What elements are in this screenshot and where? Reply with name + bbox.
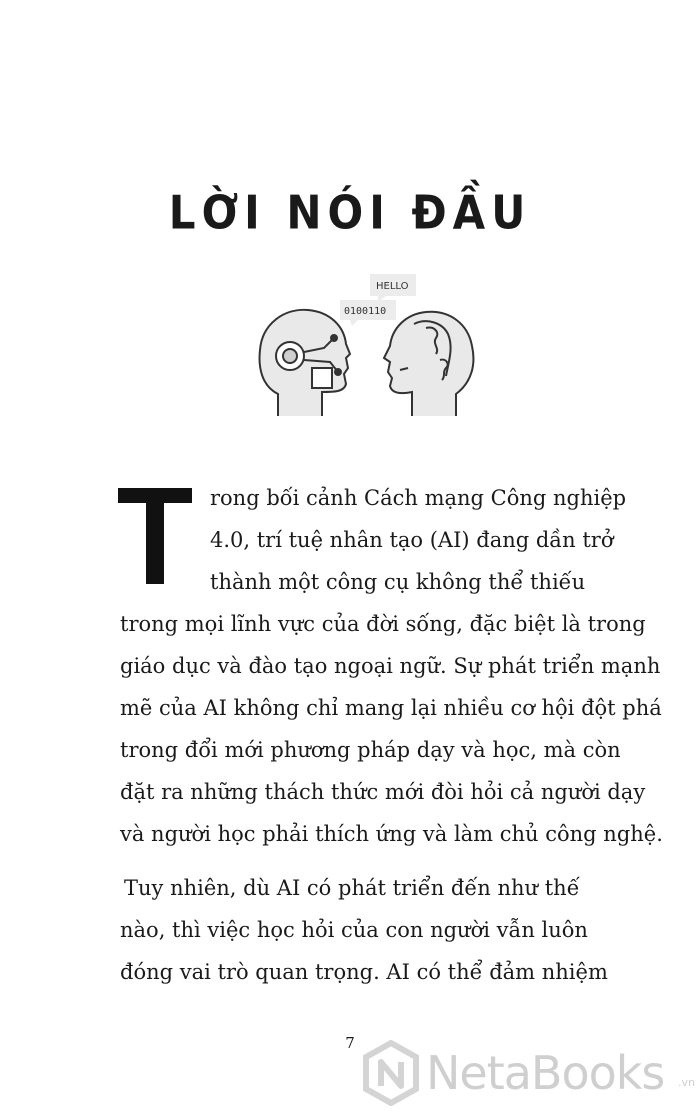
page-title: LỜI NÓI ĐẦU bbox=[168, 185, 532, 240]
text-line: rong bối cảnh Cách mạng Công nghiệp bbox=[210, 486, 627, 510]
text-line: thành một công cụ không thể thiếu bbox=[210, 570, 586, 594]
robot-head-icon bbox=[260, 310, 350, 416]
text-line: 4.0, trí tuệ nhân tạo (AI) đang dần trở bbox=[210, 528, 614, 552]
drop-cap-letter bbox=[118, 488, 192, 584]
text-line: trong mọi lĩnh vực của đời sống, đặc biệt là trong bbox=[120, 612, 646, 636]
watermark-suffix: .vn bbox=[678, 1076, 695, 1089]
binary-speech-bubble bbox=[340, 300, 396, 326]
text-line: và người học phải thích ứng và làm chủ công nghệ. bbox=[120, 822, 663, 846]
bubble-hello-text: HELLO bbox=[376, 281, 409, 292]
text-line: Tuy nhiên, dù AI có phát triển đến như thế bbox=[124, 876, 580, 900]
human-head-icon bbox=[384, 312, 473, 416]
text-line: đặt ra những thách thức mới đòi hỏi cả người dạy bbox=[120, 780, 646, 804]
bubble-binary-text: 0100110 bbox=[344, 306, 387, 317]
netabooks-watermark bbox=[362, 1040, 695, 1110]
hello-speech-bubble bbox=[370, 274, 416, 302]
text-line: trong đổi mới phương pháp dạy và học, mà còn bbox=[120, 738, 621, 762]
netabooks-logo-icon bbox=[362, 1040, 420, 1106]
text-line: giáo dục và đào tạo ngoại ngữ. Sự phát triển mạnh bbox=[120, 654, 661, 678]
watermark-name: NetaBooks bbox=[426, 1046, 665, 1100]
page-number: 7 bbox=[345, 1034, 355, 1052]
text-line: nào, thì việc học hỏi của con người vẫn luôn bbox=[120, 918, 588, 942]
text-line: mẽ của AI không chỉ mang lại nhiều cơ hội đột phá bbox=[120, 696, 662, 720]
robot-human-illustration bbox=[250, 268, 480, 428]
text-line: đóng vai trò quan trọng. AI có thể đảm nhiệm bbox=[120, 960, 608, 984]
